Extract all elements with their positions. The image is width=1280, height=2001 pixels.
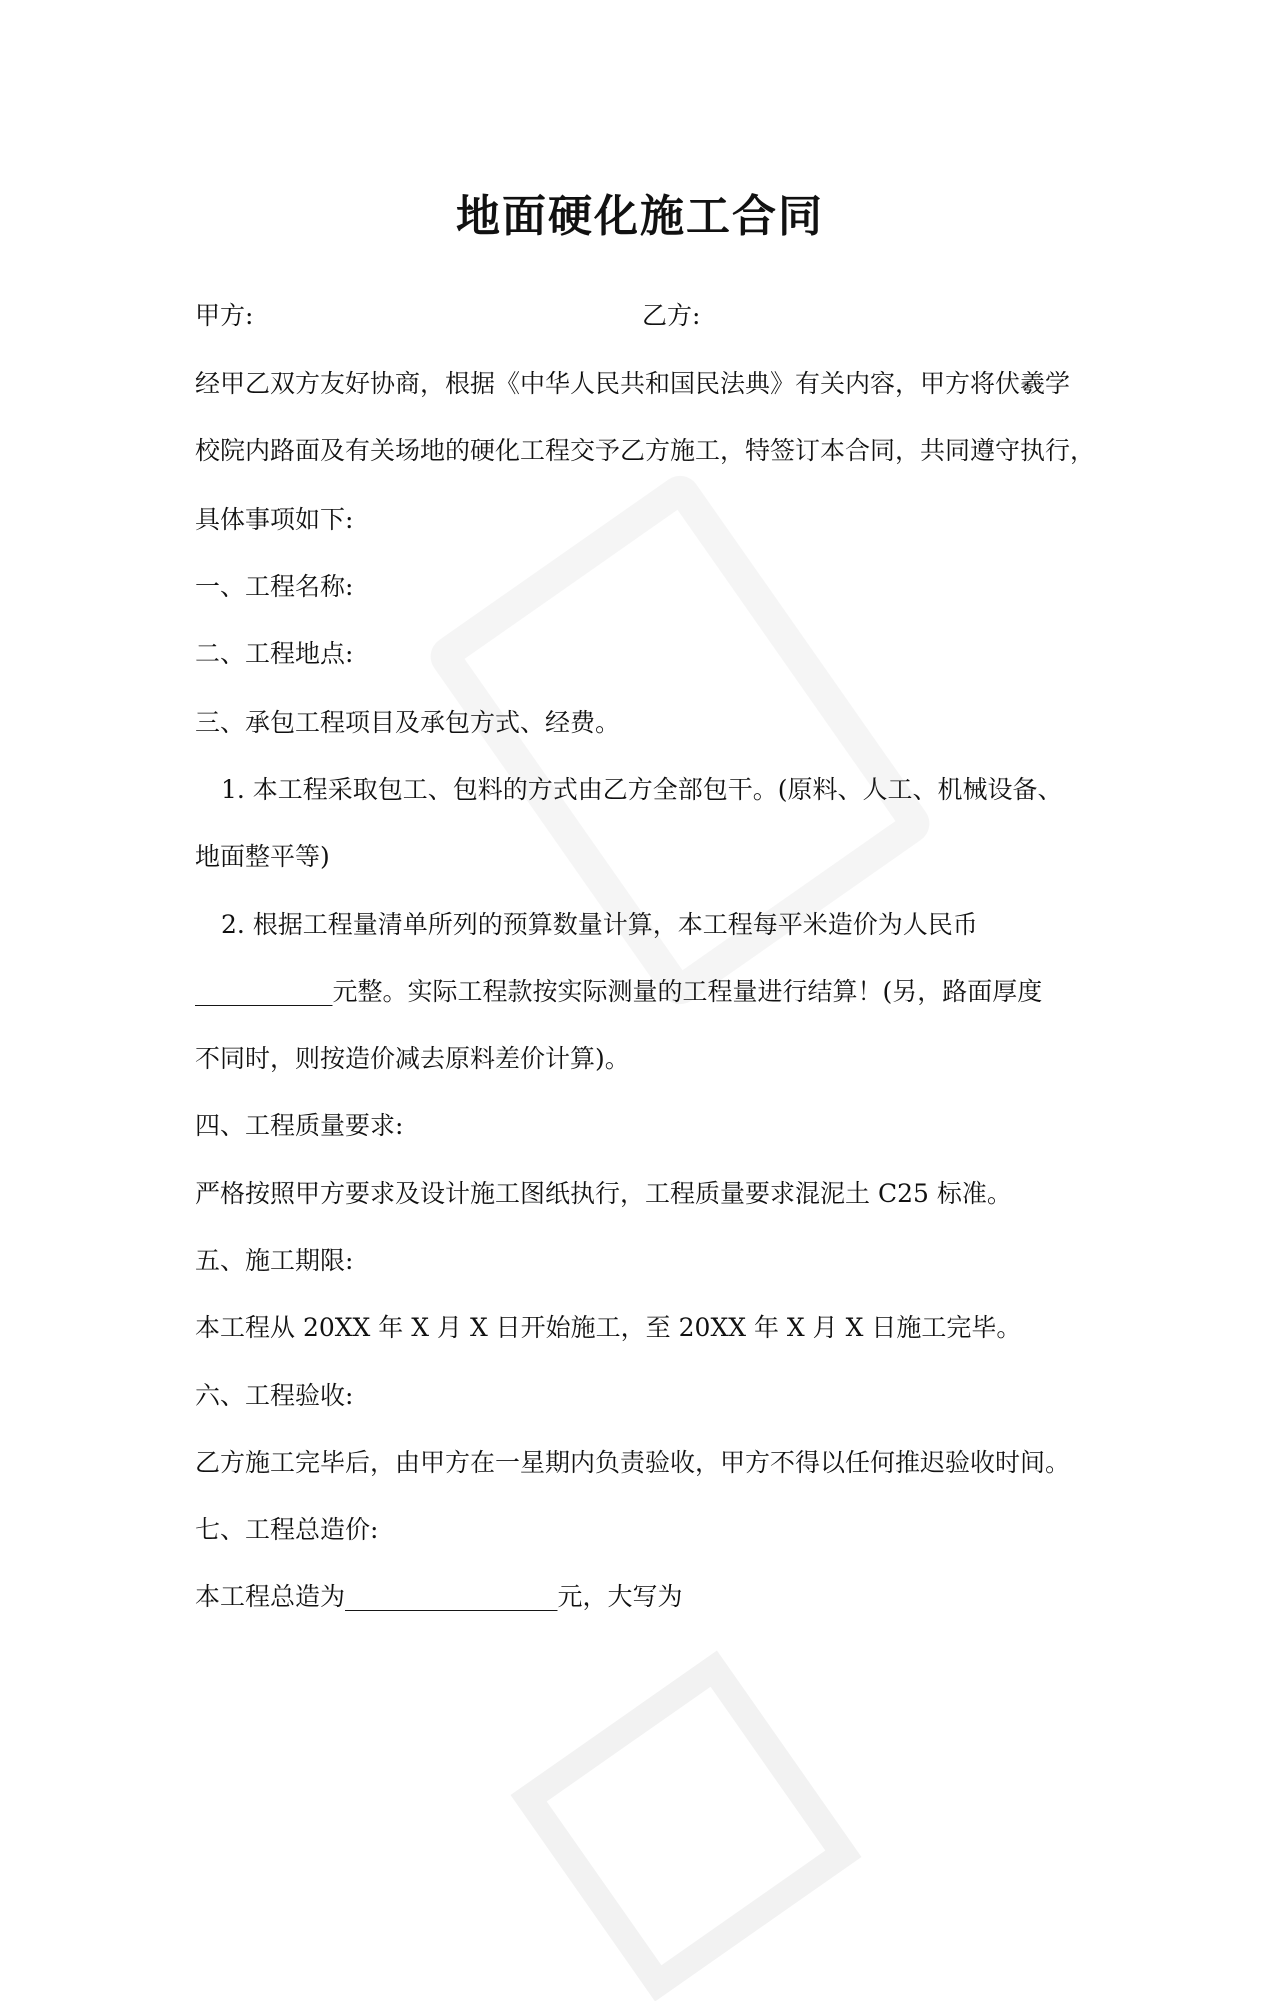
paragraph-line: 本工程总造为_________________元，大写为	[195, 1582, 683, 1611]
paragraph-line: 本工程从 20XX 年 X 月 X 日开始施工，至 20XX 年 X 月 X 日施工完毕。	[195, 1313, 1022, 1342]
watermark	[511, 1651, 862, 2001]
paragraph-line: 经甲乙双方友好协商，根据《中华人民共和国民法典》有关内容，甲方将伏羲学	[195, 369, 1071, 398]
paragraph-line: 校院内路面及有关场地的硬化工程交予乙方施工，特签订本合同，共同遵守执行，	[195, 436, 1096, 465]
section-heading: 一、工程名称:	[195, 572, 354, 601]
section-heading: 七、工程总造价:	[195, 1515, 379, 1544]
paragraph-line: 不同时，则按造价减去原料差价计算)。	[195, 1044, 630, 1073]
party-b-label: 乙方:	[642, 301, 701, 330]
section-heading: 四、工程质量要求:	[195, 1111, 404, 1140]
list-item: 1. 本工程采取包工、包料的方式由乙方全部包干。(原料、人工、机械设备、	[221, 775, 1063, 804]
document-title: 地面硬化施工合同	[456, 191, 824, 242]
section-heading: 二、工程地点:	[195, 639, 354, 668]
paragraph-line: 具体事项如下:	[195, 505, 354, 534]
paragraph-line: 乙方施工完毕后，由甲方在一星期内负责验收，甲方不得以任何推迟验收时间。	[195, 1448, 1071, 1477]
paragraph-line: ___________元整。实际工程款按实际测量的工程量进行结算！(另，路面厚度	[195, 977, 1043, 1006]
list-item: 2. 根据工程量清单所列的预算数量计算，本工程每平米造价为人民币	[221, 910, 978, 939]
paragraph-line: 严格按照甲方要求及设计施工图纸执行，工程质量要求混泥土 C25 标准。	[195, 1179, 1012, 1208]
paragraph-line: 地面整平等)	[195, 842, 330, 871]
section-heading: 六、工程验收:	[195, 1381, 354, 1410]
section-heading: 五、施工期限:	[195, 1246, 354, 1275]
party-a-label: 甲方:	[195, 301, 254, 330]
section-heading: 三、承包工程项目及承包方式、经费。	[195, 708, 621, 737]
